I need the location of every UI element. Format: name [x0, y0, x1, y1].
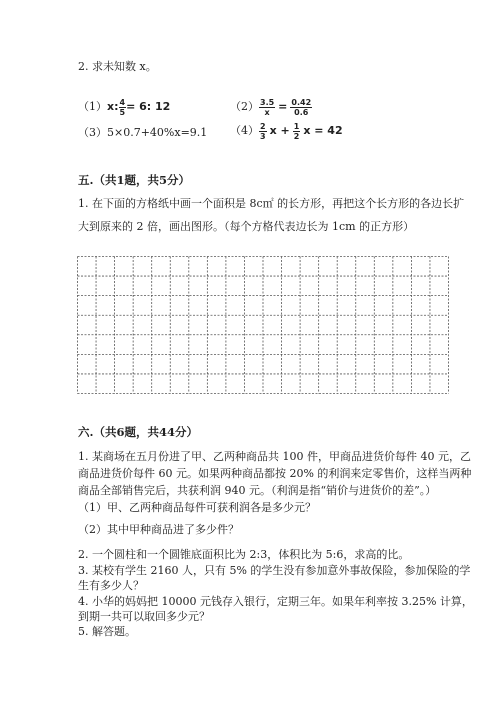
equation-1-suffix: = 6: 12 — [126, 100, 171, 113]
problem-6-1-subquestion-2: （2）其中甲种商品进了多少件？ — [78, 523, 239, 536]
question-2-intro: 2. 求未知数 x。 — [78, 60, 157, 73]
equation-2 — [230, 97, 312, 117]
equation-4-fraction-1-denominator: 3 — [260, 131, 266, 141]
equation-2-left-numerator: 3.5 — [260, 97, 275, 107]
equation-1-fraction — [119, 98, 127, 117]
equation-4-fraction-2 — [293, 122, 301, 141]
equation-4-fraction-1-numerator: 2 — [260, 121, 266, 131]
equation-1-fraction-denominator: 5 — [119, 107, 126, 117]
problem-6-4-line-1: 4. 小华的妈妈把 10000 元钱存入银行，定期三年。如果年利率按 3.25% 计算， — [78, 595, 473, 608]
problem-6-1-line-3: 商品全部销售完后，共获利润 940 元。（利润是指“销价与进货价的差”。） — [78, 484, 437, 497]
equation-3-label: （3） — [78, 126, 107, 139]
equation-2-right-numerator: 0.42 — [291, 97, 312, 107]
problem-6-1-subquestion-1: （1）甲、乙两种商品每件可获利润各是多少元？ — [78, 501, 316, 514]
problem-6-1-line-2: 商品进货价每件 60 元。如果两种商品都按 20% 的利润来定零售价，这样当两种 — [78, 467, 472, 480]
problem-6-3-line-1: 3. 某校有学生 2160 人，只有 5% 的学生没有参加意外事故保险，参加保险的学 — [78, 564, 471, 577]
problem-6-5: 5. 解答题。 — [78, 625, 136, 638]
equation-2-fraction-right — [290, 98, 312, 117]
equation-4 — [230, 121, 343, 141]
problem-5-1-line-1: 1. 在下面的方格纸中画一个面积是 8c㎡ 的长方形，再把这个长方形的各边长扩 — [78, 197, 465, 210]
equation-2-label: （2） — [230, 100, 259, 113]
equation-2-right-denominator: 0.6 — [294, 107, 309, 117]
problem-6-2: 2. 一个圆柱和一个圆锥底面积比为 2:3，体积比为 5:6，求高的比。 — [78, 548, 410, 561]
equation-1-fraction-numerator: 4 — [119, 97, 126, 107]
equation-3-text: 5×0.7+40%x=9.1 — [107, 126, 208, 139]
equation-1-prefix: x: — [107, 100, 119, 113]
equation-2-fraction-left — [259, 98, 275, 117]
section-6-title: 六.（共6题，共44分） — [78, 425, 199, 439]
equation-4-label: （4） — [230, 124, 259, 137]
equation-3 — [78, 126, 207, 140]
equation-1-label: （1） — [78, 100, 107, 113]
equation-4-fraction-2-numerator: 1 — [293, 121, 300, 131]
section-5-title: 五.（共1题，共5分） — [78, 173, 191, 187]
equation-4-fraction-2-denominator: 2 — [293, 131, 300, 141]
equation-4-fraction-1 — [259, 122, 267, 141]
equation-2-equals: = — [278, 100, 288, 113]
equation-2-left-denominator: x — [264, 107, 270, 117]
equation-4-middle: x + — [269, 124, 290, 137]
problem-6-3-line-2: 生有多少人？ — [78, 579, 144, 592]
problem-6-1-line-1: 1. 某商场在五月份进了甲、乙两种商品共 100 件，甲商品进货价每件 40 元，乙 — [78, 450, 471, 463]
problem-6-4-line-2: 到期一共可以取回多少元？ — [78, 610, 210, 623]
equation-4-suffix: x = 42 — [303, 124, 343, 137]
problem-5-1-line-2: 大到原来的 2 倍，画出图形。（每个方格代表边长为 1cm 的正方形） — [78, 220, 415, 233]
equation-1 — [78, 97, 170, 117]
square-grid-paper[interactable] — [77, 256, 449, 394]
